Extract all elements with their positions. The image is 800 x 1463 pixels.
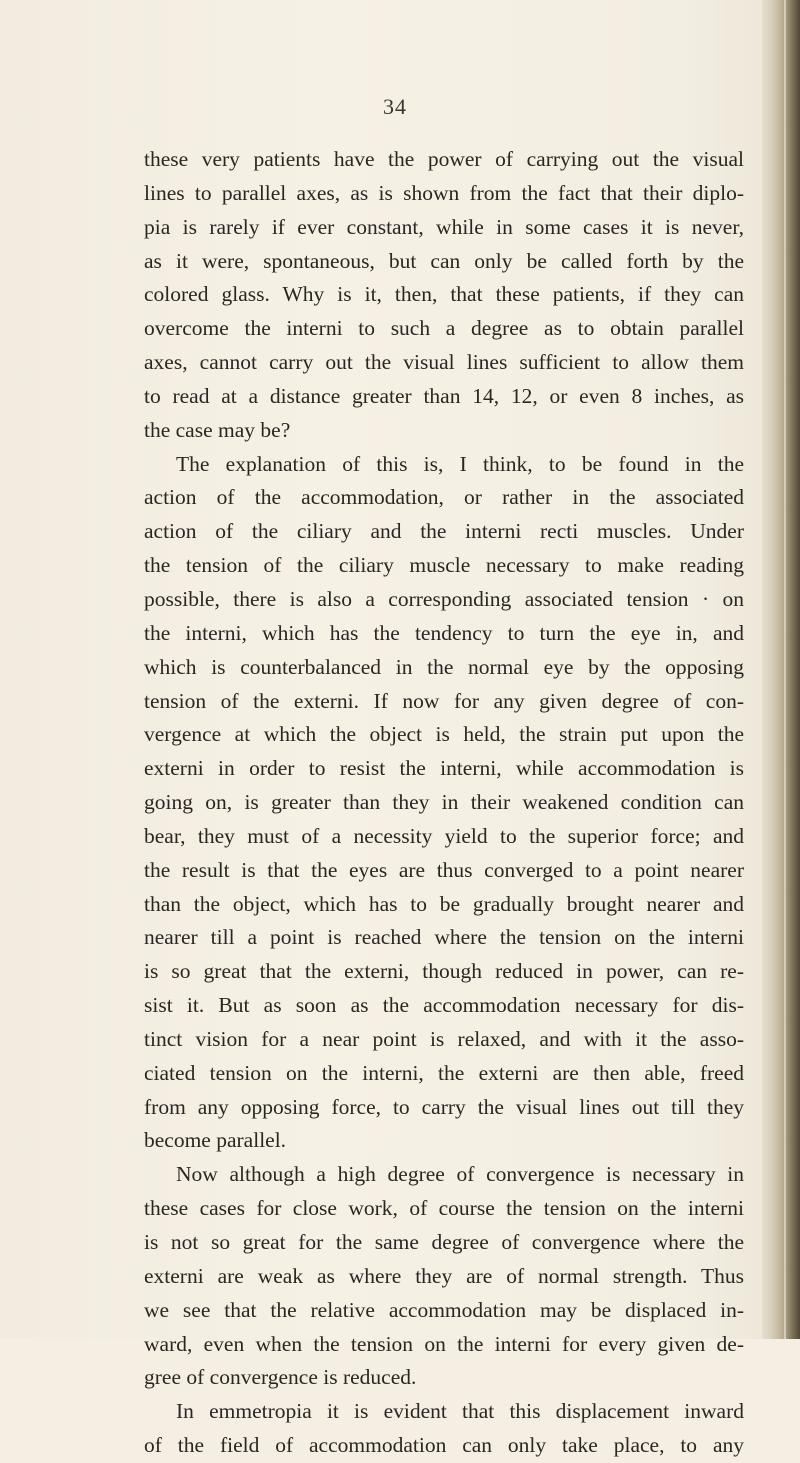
page-edge-highlight	[784, 0, 786, 1339]
paragraph-3	[144, 1158, 744, 1395]
text-line: ward, even when the tension on the interni for every given de-	[144, 1331, 744, 1356]
text-line: to read at a distance greater than 14, 12, or even 8 inches, as	[144, 383, 744, 408]
text-line: vergence at which the object is held, the strain put upon the	[144, 722, 744, 747]
text-line: as it were, spontaneous, but can only be called forth by the	[144, 248, 744, 273]
text-line: of the field of accommodation can only take place, to any	[144, 1433, 744, 1458]
paragraph-1	[144, 143, 744, 448]
text-line: action of the ciliary and the interni recti muscles. Under	[144, 519, 744, 544]
text-line: nearer till a point is reached where the tension on the interni	[144, 925, 744, 950]
text-line: possible, there is also a corresponding associated tension · on	[144, 586, 744, 611]
text-line: action of the accommodation, or rather in the associated	[144, 485, 744, 510]
text-line: overcome the interni to such a degree as to obtain parallel	[144, 316, 744, 341]
text-line: colored glass. Why is it, then, that these patients, if they can	[144, 282, 744, 307]
text-line: In emmetropia it is evident that this displacement inward	[176, 1399, 744, 1424]
text-line: the result is that the eyes are thus converged to a point nearer	[144, 857, 744, 882]
text-line: is so great that the externi, though reduced in power, can re-	[144, 959, 744, 984]
text-line: The explanation of this is, I think, to be found in the	[176, 451, 744, 476]
text-line: which is counterbalanced in the normal eye by the opposing	[144, 654, 744, 679]
text-line: externi in order to resist the interni, while accommodation is	[144, 756, 744, 781]
paragraph-4	[144, 1395, 744, 1463]
page-number: 34	[383, 94, 407, 119]
text-line: going on, is greater than they in their weakened condition can	[144, 790, 744, 815]
text-line: the interni, which has the tendency to turn the eye in, and	[144, 620, 744, 645]
text-line: from any opposing force, to carry the visual lines out till they	[144, 1094, 744, 1119]
paragraph-2	[144, 448, 744, 1159]
text-line: is not so great for the same degree of convergence where the	[144, 1230, 744, 1254]
text-line: gree of convergence is reduced.	[144, 1365, 417, 1390]
page-edge-shadow	[762, 0, 800, 1339]
text-line: pia is rarely if ever constant, while in some cases it is never,	[144, 214, 744, 239]
body-text	[144, 143, 744, 1463]
text-line: these cases for close work, of course the tension on the interni	[144, 1196, 744, 1221]
text-line: ciated tension on the interni, the externi are then able, freed	[144, 1060, 744, 1085]
text-line: the tension of the ciliary muscle necessary to make reading	[144, 553, 744, 578]
text-line: these very patients have the power of carrying out the visual	[144, 147, 744, 171]
text-line: tinct vision for a near point is relaxed, and with it the asso-	[144, 1026, 744, 1051]
text-line: the case may be?	[144, 417, 291, 442]
text-line: externi are weak as where they are of normal strength. Thus	[144, 1263, 744, 1288]
text-line: axes, cannot carry out the visual lines sufficient to allow them	[144, 350, 744, 375]
text-line: tension of the externi. If now for any given degree of con-	[144, 688, 744, 713]
text-line: than the object, which has to be gradually brought nearer and	[144, 891, 744, 916]
text-line: lines to parallel axes, as is shown from the fact that their diplo-	[144, 180, 744, 205]
text-line: bear, they must of a necessity yield to the superior force; and	[144, 823, 744, 848]
text-line: sist it. But as soon as the accommodation necessary for dis-	[144, 993, 744, 1018]
text-line: become parallel.	[144, 1128, 287, 1153]
text-line: Now although a high degree of convergence is necessary in	[176, 1162, 744, 1187]
text-line: we see that the relative accommodation may be displaced in-	[144, 1297, 744, 1322]
